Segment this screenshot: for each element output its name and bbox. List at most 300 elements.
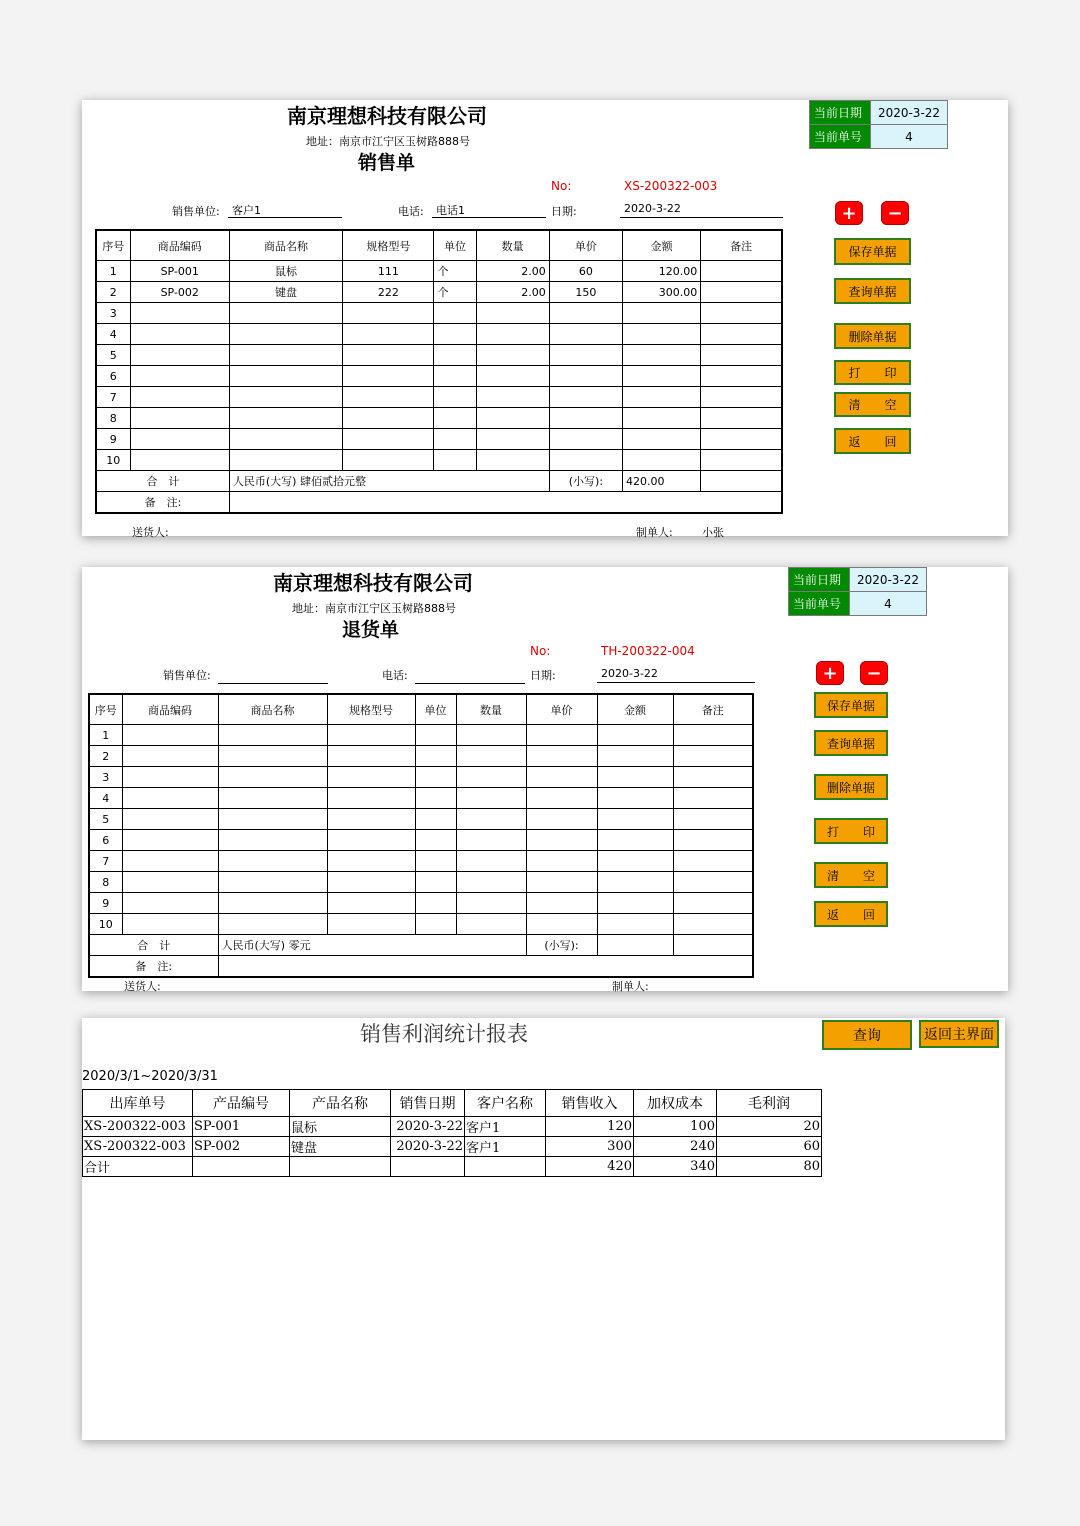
sales-add-row-button[interactable]: + — [835, 201, 863, 225]
returns-cell[interactable] — [415, 893, 456, 914]
table-row — [89, 893, 753, 914]
sales-company-name: 南京理想科技有限公司 — [287, 104, 487, 128]
sales-cell[interactable] — [343, 324, 434, 345]
returns-cell[interactable] — [526, 767, 597, 788]
table-row — [96, 429, 782, 450]
returns-cell[interactable] — [597, 872, 673, 893]
sales-cell[interactable] — [229, 345, 342, 366]
sales-cell[interactable] — [434, 303, 476, 324]
sales-cell[interactable] — [343, 408, 434, 429]
sales-cell[interactable] — [343, 450, 434, 471]
returns-cell[interactable] — [218, 788, 327, 809]
table-row — [96, 387, 782, 408]
report-total-cell: 合计 — [83, 1157, 193, 1177]
sales-total-row — [96, 471, 782, 492]
sales-cell[interactable] — [130, 366, 229, 387]
table-row — [96, 450, 782, 471]
sales-header-row — [96, 230, 782, 261]
returns-cell[interactable] — [415, 725, 456, 746]
sales-sender-label: 送货人: — [132, 526, 169, 539]
returns-current-date-label: 当前日期 — [789, 568, 850, 592]
sales-cell[interactable] — [622, 450, 700, 471]
sales-remove-row-button[interactable]: − — [881, 201, 909, 225]
returns-cell[interactable] — [456, 851, 526, 872]
sales-column-header: 规格型号 — [343, 230, 434, 261]
sales-cell[interactable]: 5 — [96, 345, 130, 366]
report-total-cell — [290, 1157, 391, 1177]
returns-unit-label: 销售单位: — [163, 669, 211, 682]
report-cell: 60 — [717, 1137, 822, 1157]
table-row — [96, 324, 782, 345]
returns-print-button[interactable]: 打 印 — [814, 818, 888, 844]
sales-cell[interactable]: 300.00 — [622, 282, 700, 303]
returns-delete-button[interactable]: 删除单据 — [814, 774, 888, 800]
sales-cell[interactable] — [130, 450, 229, 471]
returns-cell[interactable] — [327, 746, 415, 767]
returns-cell[interactable] — [122, 746, 218, 767]
sales-cell[interactable] — [549, 387, 622, 408]
report-cell: 240 — [634, 1137, 717, 1157]
sales-cell[interactable] — [476, 345, 549, 366]
sales-cell[interactable] — [229, 408, 342, 429]
sales-cell[interactable]: 个 — [434, 282, 476, 303]
returns-cell[interactable] — [456, 893, 526, 914]
sales-items-table — [95, 229, 783, 514]
returns-cell[interactable] — [526, 746, 597, 767]
sales-cell[interactable] — [622, 429, 700, 450]
returns-cell[interactable] — [122, 893, 218, 914]
table-row — [89, 830, 753, 851]
report-cell: 300 — [546, 1137, 634, 1157]
returns-row-number: 5 — [89, 809, 122, 830]
returns-cell[interactable] — [456, 788, 526, 809]
report-cell: 鼠标 — [290, 1117, 391, 1137]
returns-cell[interactable] — [597, 851, 673, 872]
returns-cell[interactable] — [327, 851, 415, 872]
returns-column-header: 序号 — [89, 694, 122, 725]
sales-cell[interactable] — [622, 303, 700, 324]
report-cell: 120 — [546, 1117, 634, 1137]
sales-cell[interactable] — [476, 450, 549, 471]
returns-cell[interactable] — [415, 851, 456, 872]
returns-cell[interactable] — [415, 746, 456, 767]
sales-cell[interactable] — [434, 387, 476, 408]
sales-cell[interactable] — [229, 387, 342, 408]
returns-unit-field[interactable] — [218, 668, 328, 684]
returns-no-label: No: — [530, 644, 551, 658]
returns-remark-field[interactable] — [218, 956, 753, 978]
returns-phone-label: 电话: — [382, 669, 408, 682]
returns-cell[interactable] — [673, 725, 753, 746]
table-row — [96, 261, 782, 282]
sales-phone-field[interactable]: 电话1 — [432, 202, 546, 218]
sales-cell[interactable] — [476, 366, 549, 387]
returns-cell[interactable] — [218, 767, 327, 788]
returns-add-row-button[interactable]: + — [816, 661, 844, 685]
sales-cell[interactable]: 3 — [96, 303, 130, 324]
returns-remark-row — [89, 956, 753, 978]
returns-date-label: 日期: — [530, 669, 556, 682]
sales-cell[interactable]: 222 — [343, 282, 434, 303]
sales-cell[interactable] — [434, 429, 476, 450]
returns-cell[interactable] — [673, 746, 753, 767]
sales-column-header: 数量 — [476, 230, 549, 261]
returns-cell[interactable] — [218, 746, 327, 767]
table-row — [96, 366, 782, 387]
sales-cell[interactable] — [229, 450, 342, 471]
returns-cell[interactable] — [526, 725, 597, 746]
returns-cell[interactable] — [415, 767, 456, 788]
sales-cell[interactable] — [622, 408, 700, 429]
table-row — [89, 872, 753, 893]
report-column-header: 加权成本 — [634, 1090, 717, 1117]
sales-cell[interactable] — [434, 345, 476, 366]
returns-cell[interactable] — [456, 767, 526, 788]
sales-cell[interactable]: 111 — [343, 261, 434, 282]
sales-cell[interactable]: SP-002 — [130, 282, 229, 303]
report-total-cell: 420 — [546, 1157, 634, 1177]
returns-maker-label: 制单人: — [612, 980, 649, 993]
returns-row-number: 3 — [89, 767, 122, 788]
sales-cell[interactable]: 1 — [96, 261, 130, 282]
returns-cell[interactable] — [122, 767, 218, 788]
sales-cell[interactable] — [343, 387, 434, 408]
sales-cell[interactable]: 键盘 — [229, 282, 342, 303]
returns-cell[interactable] — [122, 809, 218, 830]
sales-cell[interactable] — [130, 429, 229, 450]
sales-cell[interactable] — [476, 387, 549, 408]
sales-cell[interactable] — [622, 366, 700, 387]
sales-cell[interactable] — [701, 408, 782, 429]
returns-column-header: 单位 — [415, 694, 456, 725]
table-row — [96, 345, 782, 366]
sales-cell[interactable] — [434, 408, 476, 429]
sales-cell[interactable] — [434, 450, 476, 471]
returns-clear-button[interactable]: 清 空 — [814, 862, 888, 888]
returns-cell[interactable] — [327, 893, 415, 914]
returns-sheet — [82, 567, 1008, 991]
sales-cell[interactable] — [701, 387, 782, 408]
returns-cell[interactable] — [327, 830, 415, 851]
sales-cell[interactable] — [476, 408, 549, 429]
report-home-button[interactable]: 返回主界面 — [919, 1020, 999, 1048]
returns-cell[interactable] — [597, 767, 673, 788]
sales-remark-row — [96, 492, 782, 514]
sales-date-label: 日期: — [551, 205, 577, 218]
returns-cell[interactable] — [327, 788, 415, 809]
sales-cell[interactable]: 2 — [96, 282, 130, 303]
returns-return-button[interactable]: 返 回 — [814, 901, 888, 927]
sales-cell[interactable] — [622, 345, 700, 366]
returns-cell[interactable] — [218, 893, 327, 914]
table-row — [89, 746, 753, 767]
returns-cell[interactable] — [526, 830, 597, 851]
report-column-header: 毛利润 — [717, 1090, 822, 1117]
report-total-row — [83, 1157, 822, 1177]
table-row — [96, 282, 782, 303]
sales-total-empty — [701, 471, 782, 492]
returns-items-table — [88, 693, 754, 978]
returns-cell[interactable] — [597, 788, 673, 809]
sales-cell[interactable] — [549, 366, 622, 387]
returns-column-header: 数量 — [456, 694, 526, 725]
returns-cell[interactable] — [673, 830, 753, 851]
returns-cell[interactable] — [673, 893, 753, 914]
sales-cell[interactable] — [343, 366, 434, 387]
returns-column-header: 商品名称 — [218, 694, 327, 725]
sales-cell[interactable] — [229, 324, 342, 345]
sales-cell[interactable] — [130, 324, 229, 345]
sales-cell[interactable]: 120.00 — [622, 261, 700, 282]
sales-maker-value: 小张 — [702, 526, 724, 539]
returns-cell[interactable] — [673, 767, 753, 788]
returns-cell[interactable] — [597, 725, 673, 746]
sales-total-small: 420.00 — [622, 471, 700, 492]
returns-cell[interactable] — [327, 725, 415, 746]
returns-column-header: 金额 — [597, 694, 673, 725]
table-row — [96, 303, 782, 324]
sales-delete-button[interactable]: 删除单据 — [834, 323, 911, 349]
returns-save-button[interactable]: 保存单据 — [814, 692, 888, 718]
sales-cell[interactable] — [130, 303, 229, 324]
returns-row-number: 9 — [89, 893, 122, 914]
returns-cell[interactable] — [673, 851, 753, 872]
returns-cell[interactable] — [218, 830, 327, 851]
sales-cell[interactable] — [549, 303, 622, 324]
returns-cell[interactable] — [415, 830, 456, 851]
sales-cell[interactable] — [229, 429, 342, 450]
sales-cell[interactable] — [343, 429, 434, 450]
returns-row-number: 4 — [89, 788, 122, 809]
returns-cell[interactable] — [526, 893, 597, 914]
returns-cell[interactable] — [597, 893, 673, 914]
sales-cell[interactable] — [229, 303, 342, 324]
sales-cell[interactable]: 个 — [434, 261, 476, 282]
returns-cell[interactable] — [673, 914, 753, 935]
sales-unit-label: 销售单位: — [172, 205, 220, 218]
sales-cell[interactable] — [622, 324, 700, 345]
sales-cell[interactable] — [549, 429, 622, 450]
sales-cell[interactable] — [343, 303, 434, 324]
returns-date-field[interactable]: 2020-3-22 — [597, 667, 755, 683]
current-no-value[interactable]: 4 — [871, 125, 948, 149]
returns-cell[interactable] — [673, 788, 753, 809]
returns-cell[interactable] — [526, 851, 597, 872]
sales-cell[interactable] — [549, 324, 622, 345]
returns-cell[interactable] — [526, 872, 597, 893]
table-row — [89, 767, 753, 788]
report-total-cell: 80 — [717, 1157, 822, 1177]
sales-cell[interactable] — [701, 261, 782, 282]
current-date-value[interactable]: 2020-3-22 — [871, 101, 948, 125]
returns-total-label: 合 计 — [89, 935, 218, 956]
returns-cell[interactable] — [218, 872, 327, 893]
returns-cell[interactable] — [122, 725, 218, 746]
sales-cell[interactable]: 6 — [96, 366, 130, 387]
sales-cell[interactable] — [434, 366, 476, 387]
returns-column-header: 备注 — [673, 694, 753, 725]
returns-cell[interactable] — [122, 830, 218, 851]
returns-total-small — [597, 935, 673, 956]
report-total-cell: 340 — [634, 1157, 717, 1177]
sales-cell[interactable] — [549, 450, 622, 471]
returns-cell[interactable] — [218, 725, 327, 746]
returns-query-button[interactable]: 查询单据 — [814, 730, 888, 756]
sales-address: 地址：南京市江宁区玉树路888号 — [306, 135, 470, 148]
sales-cell[interactable]: 2.00 — [476, 261, 549, 282]
returns-cell[interactable] — [327, 872, 415, 893]
report-cell: 2020-3-22 — [391, 1137, 465, 1157]
sales-cell[interactable] — [130, 408, 229, 429]
sales-cell[interactable] — [701, 429, 782, 450]
sales-cell[interactable] — [701, 303, 782, 324]
report-column-header: 出库单号 — [83, 1090, 193, 1117]
sales-cell[interactable] — [434, 324, 476, 345]
sales-return-button[interactable]: 返 回 — [834, 428, 911, 454]
sales-column-header: 序号 — [96, 230, 130, 261]
sales-cell[interactable]: 60 — [549, 261, 622, 282]
returns-cell[interactable] — [122, 788, 218, 809]
sales-column-header: 金额 — [622, 230, 700, 261]
returns-cell[interactable] — [415, 872, 456, 893]
sales-cell[interactable] — [476, 303, 549, 324]
report-query-button[interactable]: 查询 — [822, 1020, 912, 1050]
returns-cell[interactable] — [415, 809, 456, 830]
sales-cell[interactable]: 10 — [96, 450, 130, 471]
table-row — [96, 408, 782, 429]
sales-cell[interactable]: 鼠标 — [229, 261, 342, 282]
sales-cell[interactable] — [701, 345, 782, 366]
sales-cell[interactable] — [701, 450, 782, 471]
sales-unit-field[interactable]: 客户1 — [228, 202, 342, 218]
returns-current-no-value[interactable]: 4 — [850, 592, 927, 616]
sales-cell[interactable]: 9 — [96, 429, 130, 450]
report-sheet — [82, 1018, 1005, 1440]
returns-cell[interactable] — [122, 872, 218, 893]
sales-query-button[interactable]: 查询单据 — [834, 278, 911, 304]
returns-total-upper: 人民币(大写) 零元 — [218, 935, 526, 956]
sales-cell[interactable] — [130, 345, 229, 366]
sales-cell[interactable] — [476, 429, 549, 450]
returns-cell[interactable] — [526, 914, 597, 935]
sales-phone-label: 电话: — [398, 205, 424, 218]
sales-remark-label: 备 注: — [96, 492, 229, 514]
sales-cell[interactable]: 8 — [96, 408, 130, 429]
report-column-header: 销售收入 — [546, 1090, 634, 1117]
report-cell: SP-002 — [193, 1137, 290, 1157]
returns-cell[interactable] — [456, 830, 526, 851]
sales-cell[interactable] — [549, 408, 622, 429]
returns-cell[interactable] — [526, 809, 597, 830]
returns-remove-row-button[interactable]: − — [860, 661, 888, 685]
report-column-header: 客户名称 — [465, 1090, 546, 1117]
returns-cell[interactable] — [122, 851, 218, 872]
returns-cell[interactable] — [597, 809, 673, 830]
returns-cell[interactable] — [327, 914, 415, 935]
returns-cell[interactable] — [597, 914, 673, 935]
returns-cell[interactable] — [218, 809, 327, 830]
returns-header-row — [89, 694, 753, 725]
returns-current-date-value[interactable]: 2020-3-22 — [850, 568, 927, 592]
sales-cell[interactable] — [622, 387, 700, 408]
sales-cell[interactable]: 150 — [549, 282, 622, 303]
returns-cell[interactable] — [526, 788, 597, 809]
sales-cell[interactable] — [476, 324, 549, 345]
report-title: 销售利润统计报表 — [360, 1022, 528, 1046]
current-date-label: 当前日期 — [810, 101, 871, 125]
report-cell: 客户1 — [465, 1137, 546, 1157]
sales-cell[interactable] — [701, 282, 782, 303]
sales-no-value[interactable]: XS-200322-003 — [624, 179, 718, 193]
returns-phone-field[interactable] — [415, 668, 525, 684]
sales-cell[interactable] — [229, 366, 342, 387]
returns-row-number: 2 — [89, 746, 122, 767]
sales-maker-label: 制单人: — [636, 526, 673, 539]
returns-cell[interactable] — [122, 914, 218, 935]
returns-sender-label: 送货人: — [124, 980, 161, 993]
returns-no-value[interactable]: TH-200322-004 — [601, 644, 695, 658]
sales-save-button[interactable]: 保存单据 — [834, 238, 911, 265]
sales-doc-title: 销售单 — [358, 152, 416, 174]
returns-cell[interactable] — [456, 872, 526, 893]
sales-cell[interactable] — [130, 387, 229, 408]
returns-cell[interactable] — [456, 746, 526, 767]
returns-cell[interactable] — [673, 872, 753, 893]
sales-cell[interactable] — [701, 366, 782, 387]
returns-column-header: 规格型号 — [327, 694, 415, 725]
returns-cell[interactable] — [218, 851, 327, 872]
sales-remark-field[interactable] — [229, 492, 782, 514]
report-period: 2020/3/1~2020/3/31 — [82, 1069, 218, 1084]
report-column-header: 产品名称 — [290, 1090, 391, 1117]
returns-cell[interactable] — [456, 914, 526, 935]
sales-cell[interactable] — [343, 345, 434, 366]
returns-column-header: 单价 — [526, 694, 597, 725]
sales-cell[interactable]: 2.00 — [476, 282, 549, 303]
returns-row-number: 10 — [89, 914, 122, 935]
sales-date-field[interactable]: 2020-3-22 — [620, 202, 783, 218]
sales-print-button[interactable]: 打 印 — [834, 360, 911, 385]
returns-cell[interactable] — [597, 830, 673, 851]
sales-cell[interactable]: 7 — [96, 387, 130, 408]
returns-cell[interactable] — [327, 809, 415, 830]
sales-total-label: 合 计 — [96, 471, 229, 492]
returns-cell[interactable] — [456, 725, 526, 746]
returns-cell[interactable] — [415, 788, 456, 809]
returns-total-empty — [673, 935, 753, 956]
returns-row-number: 7 — [89, 851, 122, 872]
returns-cell[interactable] — [673, 809, 753, 830]
returns-cell[interactable] — [456, 809, 526, 830]
returns-row-number: 6 — [89, 830, 122, 851]
returns-cell[interactable] — [218, 914, 327, 935]
table-row — [89, 788, 753, 809]
returns-cell[interactable] — [597, 746, 673, 767]
sales-cell[interactable] — [701, 324, 782, 345]
sales-cell[interactable]: SP-001 — [130, 261, 229, 282]
sales-cell[interactable]: 4 — [96, 324, 130, 345]
sales-cell[interactable] — [549, 345, 622, 366]
sales-clear-button[interactable]: 清 空 — [834, 392, 911, 417]
report-column-header: 产品编号 — [193, 1090, 290, 1117]
sales-column-header: 单价 — [549, 230, 622, 261]
report-cell: SP-001 — [193, 1117, 290, 1137]
sales-column-header: 备注 — [701, 230, 782, 261]
report-cell: 2020-3-22 — [391, 1117, 465, 1137]
returns-cell[interactable] — [327, 767, 415, 788]
returns-cell[interactable] — [415, 914, 456, 935]
returns-address: 地址：南京市江宁区玉树路888号 — [292, 602, 456, 615]
